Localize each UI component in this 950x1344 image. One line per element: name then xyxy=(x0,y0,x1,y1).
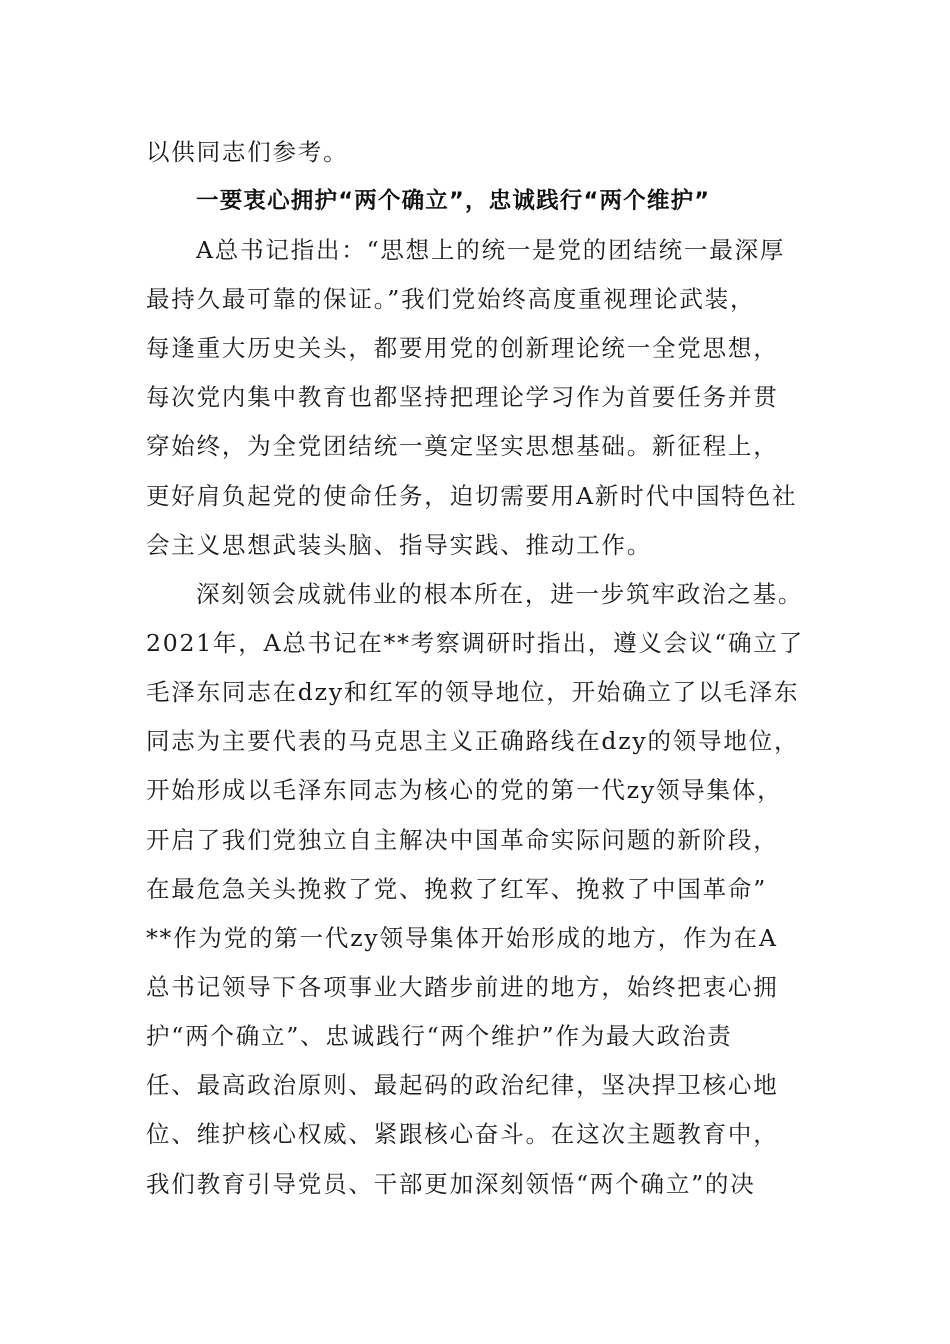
text-line: 每次党内集中教育也都坚持把理论学习作为首要任务并贯 xyxy=(146,383,779,411)
text-line: 位、维护核心权威、紧跟核心奋斗。在这次主题教育中， xyxy=(146,1120,779,1148)
text-line: 开启了我们党独立自主解决中国革命实际问题的新阶段， xyxy=(146,826,779,854)
text-line: **作为党的第一代zy领导集体开始形成的地方，作为在A xyxy=(146,924,778,952)
text-line: 在最危急关头挽救了党、挽救了红军、挽救了中国革命” xyxy=(146,875,768,903)
text-line: 每逢重大历史关头，都要用党的创新理论统一全党思想， xyxy=(146,334,779,362)
text-line: 总书记领导下各项事业大踏步前进的地方，始终把衷心拥 xyxy=(146,973,779,1001)
text-line: 穿始终，为全党团结统一奠定坚实思想基础。新征程上， xyxy=(146,432,779,460)
text-line: 开始形成以毛泽东同志为核心的党的第一代zy领导集体， xyxy=(146,776,783,804)
text-line: 我们教育引导党员、干部更加深刻领悟“两个确立”的决 xyxy=(146,1170,756,1198)
text-line: 会主义思想武装头脑、指导实践、推动工作。 xyxy=(146,531,652,559)
text-line: 护“两个确立”、忠诚践行“两个维护”作为最大政治责 xyxy=(146,1022,733,1050)
text-line: 更好肩负起党的使命任务，迫切需要用A新时代中国特色社 xyxy=(146,482,798,510)
text-line: 毛泽东同志在dzy和红军的领导地位，开始确立了以毛泽东 xyxy=(146,678,800,706)
text-line: 任、最高政治原则、最起码的政治纪律，坚决捍卫核心地 xyxy=(146,1071,779,1099)
section-heading: 一要衷心拥护“两个确立”，忠诚践行“两个维护” xyxy=(196,188,711,214)
text-line: A总书记指出：“思想上的统一是党的团结统一最深厚 xyxy=(196,236,786,264)
text-line: 2021年，A总书记在**考察调研时指出，遵义会议“确立了 xyxy=(146,629,804,657)
text-line: 最持久最可靠的保证。”我们党始终高度重视理论武装， xyxy=(146,285,756,313)
text-line: 同志为主要代表的马克思主义正确路线在dzy的领导地位， xyxy=(146,727,800,755)
text-line: 深刻领会成就伟业的根本所在，进一步筑牢政治之基。 xyxy=(196,580,804,608)
text-line: 以供同志们参考。 xyxy=(146,138,349,166)
